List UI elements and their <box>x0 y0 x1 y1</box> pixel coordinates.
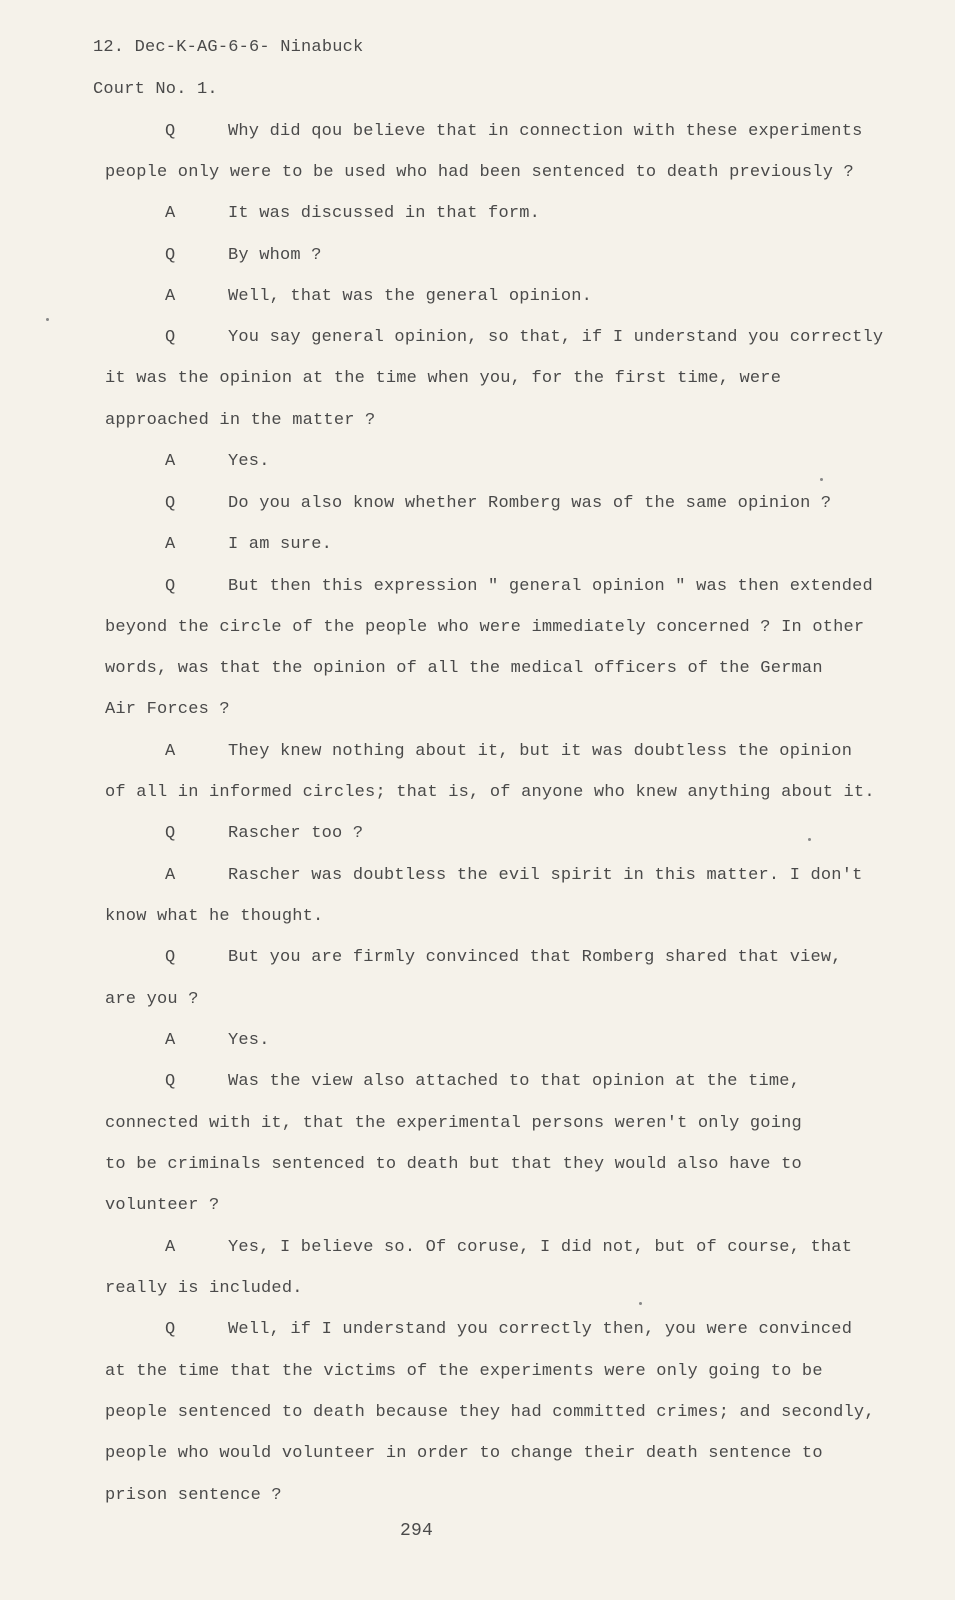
transcript-line: connected with it, that the experimental persons weren't only going <box>105 1114 802 1133</box>
transcript-line: But then this expression " general opinion " was then extended <box>228 577 873 596</box>
transcript-line: it was the opinion at the time when you, for the first time, were <box>105 369 782 388</box>
transcript-line: It was discussed in that form. <box>228 204 541 223</box>
speaker-label: Q <box>165 122 176 141</box>
transcript-line: really is included. <box>105 1279 303 1298</box>
transcript-line: people who would volunteer in order to change their death sentence to <box>105 1444 823 1463</box>
transcript-line: Yes. <box>228 452 270 471</box>
paper-speck <box>808 838 811 841</box>
transcript-line: know what he thought. <box>105 907 324 926</box>
transcript-line: Air Forces ? <box>105 700 230 719</box>
transcript-line: Yes. <box>228 1031 270 1050</box>
speaker-label: A <box>165 287 176 306</box>
page-number: 294 <box>400 1521 434 1541</box>
paper-speck <box>46 318 49 321</box>
speaker-label: Q <box>165 577 176 596</box>
speaker-label: A <box>165 1238 176 1257</box>
speaker-label: A <box>165 452 176 471</box>
transcript-line: Do you also know whether Romberg was of the same opinion ? <box>228 494 832 513</box>
transcript-line: prison sentence ? <box>105 1486 282 1505</box>
transcript-line: volunteer ? <box>105 1196 220 1215</box>
transcript-line: Well, if I understand you correctly then, you were convinced <box>228 1320 853 1339</box>
speaker-label: Q <box>165 948 176 967</box>
speaker-label: A <box>165 204 176 223</box>
transcript-line: Yes, I believe so. Of coruse, I did not, but of course, that <box>228 1238 853 1257</box>
transcript-line: beyond the circle of the people who were immediately concerned ? In other <box>105 618 865 637</box>
transcript-line: But you are firmly convinced that Romberg shared that view, <box>228 948 842 967</box>
speaker-label: A <box>165 535 176 554</box>
transcript-line: words, was that the opinion of all the medical officers of the German <box>105 659 823 678</box>
speaker-label: Q <box>165 1320 176 1339</box>
speaker-label: Q <box>165 246 176 265</box>
speaker-label: Q <box>165 494 176 513</box>
transcript-line: Was the view also attached to that opinion at the time, <box>228 1072 801 1091</box>
transcript-line: I am sure. <box>228 535 333 554</box>
transcript-line: approached in the matter ? <box>105 411 376 430</box>
transcript-line: Why did qou believe that in connection with these experiments <box>228 122 863 141</box>
transcript-line: They knew nothing about it, but it was doubtless the opinion <box>228 742 853 761</box>
transcript-line: By whom ? <box>228 246 322 265</box>
transcript-line: people only were to be used who had been sentenced to death previously ? <box>105 163 854 182</box>
speaker-label: A <box>165 866 176 885</box>
speaker-label: Q <box>165 328 176 347</box>
transcript-line: to be criminals sentenced to death but that they would also have to <box>105 1155 802 1174</box>
transcript-line: You say general opinion, so that, if I understand you correctly <box>228 328 884 347</box>
transcript-line: at the time that the victims of the experiments were only going to be <box>105 1362 823 1381</box>
paper-speck <box>639 1302 642 1305</box>
speaker-label: Q <box>165 824 176 843</box>
court-label: Court No. 1. <box>93 80 218 99</box>
transcript-line: Rascher too ? <box>228 824 364 843</box>
transcript-line: of all in informed circles; that is, of anyone who knew anything about it. <box>105 783 875 802</box>
speaker-label: Q <box>165 1072 176 1091</box>
transcript-line: are you ? <box>105 990 199 1009</box>
transcript-line: Rascher was doubtless the evil spirit in this matter. I don't <box>228 866 863 885</box>
speaker-label: A <box>165 1031 176 1050</box>
transcript-line: people sentenced to death because they had committed crimes; and secondly, <box>105 1403 875 1422</box>
speaker-label: A <box>165 742 176 761</box>
transcript-line: Well, that was the general opinion. <box>228 287 593 306</box>
document-reference: 12. Dec-K-AG-6-6- Ninabuck <box>93 38 364 57</box>
paper-speck <box>820 478 823 481</box>
